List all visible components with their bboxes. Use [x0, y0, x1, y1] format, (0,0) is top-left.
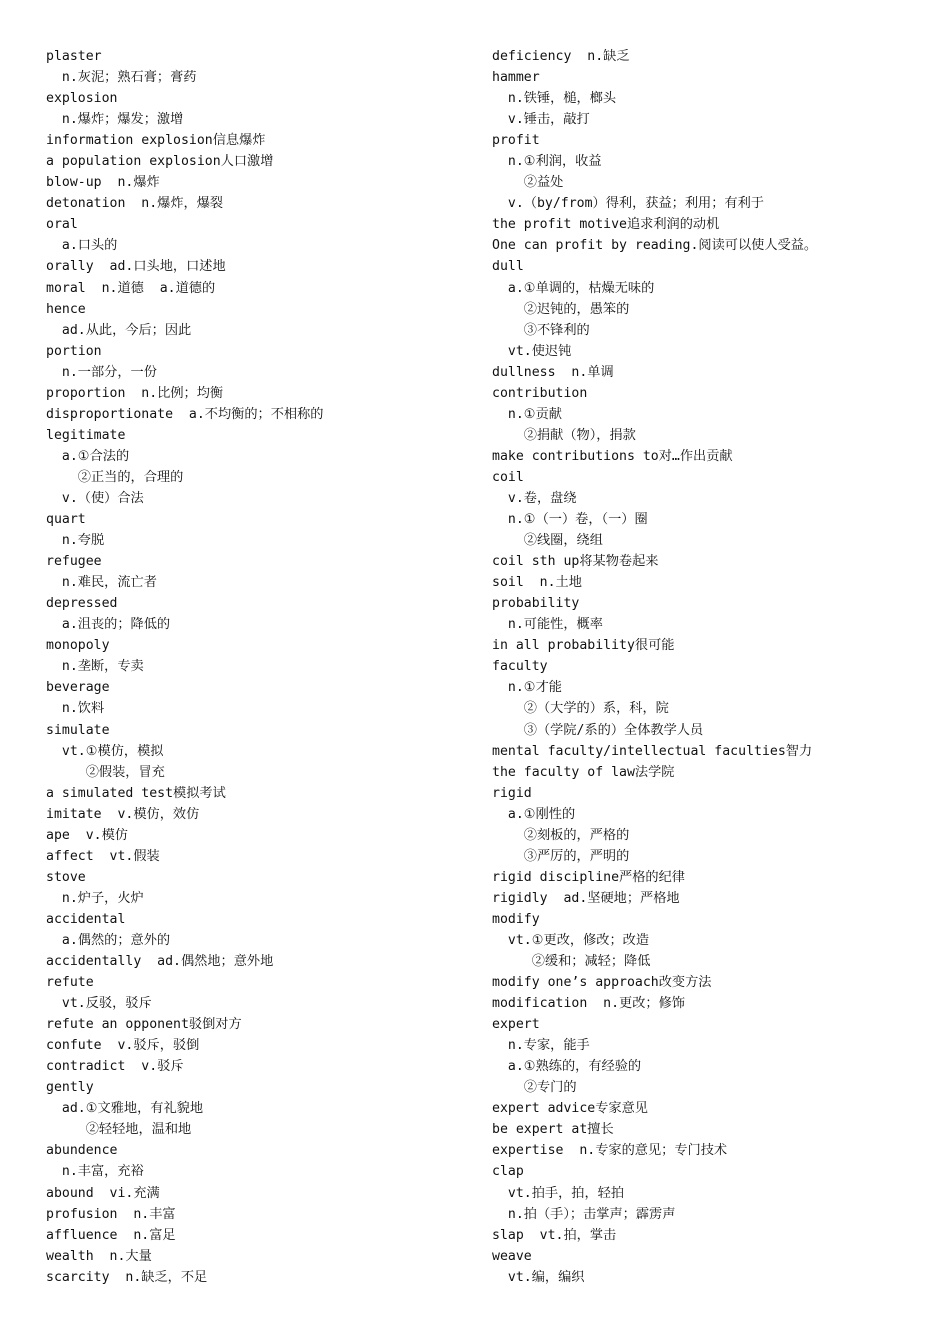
vocab-line: n.拍（手）；击掌声；霹雳声 [492, 1206, 676, 1222]
vocab-line: stove [46, 869, 86, 885]
vocab-line: legitimate [46, 427, 126, 443]
vocab-line: ②轻轻地，温和地 [46, 1122, 192, 1138]
vocab-line: accidentally ad.偶然地；意外地 [46, 954, 274, 970]
vocab-line: a.沮丧的；降低的 [46, 617, 171, 633]
vocab-line: profusion n.丰富 [46, 1206, 176, 1222]
vocab-line: n.①贡献 [492, 406, 562, 422]
vocab-line: dull [492, 259, 524, 275]
vocab-line: affect vt.假装 [46, 848, 160, 864]
vocab-line: n.①才能 [492, 680, 562, 696]
vocab-line: detonation n.爆炸，爆裂 [46, 196, 224, 212]
vocab-line: modify [492, 911, 540, 927]
vocab-line: dullness n.单调 [492, 364, 614, 380]
vocab-line: vt.使迟钝 [492, 343, 572, 359]
vocab-line: a.①合法的 [46, 448, 130, 464]
vocab-line: rigid discipline严格的纪律 [492, 869, 685, 885]
vocab-line: quart [46, 512, 86, 528]
vocab-line: n.丰富，充裕 [46, 1164, 144, 1180]
vocab-line: accidental [46, 911, 126, 927]
vocab-line: information explosion信息爆炸 [46, 133, 266, 149]
vocab-line: monopoly [46, 638, 110, 654]
vocab-line: wealth n.大量 [46, 1248, 152, 1264]
vocab-line: coil [492, 469, 524, 485]
vocab-line: ad.①文雅地，有礼貌地 [46, 1101, 204, 1117]
vocab-line: coil sth up将某物卷起来 [492, 554, 659, 570]
vocab-line: ③（学院/系的）全体教学人员 [492, 722, 704, 738]
vocab-line: ②假装，冒充 [46, 764, 165, 780]
vocab-line: a.①单调的，枯燥无味的 [492, 280, 655, 296]
vocab-line: proportion n.比例；均衡 [46, 385, 224, 401]
vocab-line: contradict v.驳斥 [46, 1059, 184, 1075]
vocab-line: simulate [46, 722, 110, 738]
vocab-line: ②正当的，合理的 [46, 469, 184, 485]
vocab-line: rigidly ad.坚硬地；严格地 [492, 890, 680, 906]
vocab-line: vt.①模仿，模拟 [46, 743, 164, 759]
vocab-line: modify one’s approach改变方法 [492, 975, 712, 991]
vocab-line: clap [492, 1164, 524, 1180]
vocab-line: refute [46, 975, 94, 991]
vocab-line: vt.拍手，拍，轻拍 [492, 1185, 625, 1201]
vocab-line: ad.从此，今后；因此 [46, 322, 192, 338]
vocab-line: portion [46, 343, 102, 359]
vocab-line: expertise n.专家的意见；专门技术 [492, 1143, 728, 1159]
vocab-line: a simulated test模拟考试 [46, 785, 226, 801]
vocab-line: n.专家，能手 [492, 1038, 590, 1054]
vocab-line: ③严厉的，严明的 [492, 848, 630, 864]
vocab-line: v.卷，盘绕 [492, 490, 577, 506]
left-column [46, 46, 466, 1288]
vocab-line: v.锤击，敲打 [492, 112, 590, 128]
vocab-line: a.①熟练的，有经验的 [492, 1059, 642, 1075]
vocab-line: a.偶然的；意外的 [46, 932, 171, 948]
vocab-line: a.①刚性的 [492, 806, 576, 822]
vocab-line: hence [46, 301, 86, 317]
vocab-line: depressed [46, 596, 118, 612]
vocab-line: slap vt.拍，掌击 [492, 1227, 617, 1243]
vocab-line: ②专门的 [492, 1080, 577, 1096]
vocab-line: v.（使）合法 [46, 490, 144, 506]
vocab-line: beverage [46, 680, 110, 696]
vocab-line: One can profit by reading.阅读可以使人受益。 [492, 238, 818, 254]
vocab-line: refugee [46, 554, 102, 570]
vocab-line: vt.①更改，修改；改造 [492, 932, 650, 948]
vocab-line: the faculty of law法学院 [492, 764, 675, 780]
vocab-line: be expert at擅长 [492, 1122, 614, 1138]
vocab-line: ②缓和；减轻；降低 [492, 954, 651, 970]
vocab-line: moral n.道德 a.道德的 [46, 280, 216, 296]
vocab-line: imitate v.模仿，效仿 [46, 806, 200, 822]
vocab-line: explosion [46, 91, 118, 107]
vocab-line: scarcity n.缺乏，不足 [46, 1269, 208, 1285]
right-column [492, 46, 932, 1288]
vocab-line: confute v.驳斥，驳倒 [46, 1038, 200, 1054]
vocab-line: weave [492, 1248, 532, 1264]
vocab-line: modification n.更改；修饰 [492, 996, 685, 1012]
vocab-line: hammer [492, 70, 540, 86]
vocab-line: n.垄断，专卖 [46, 659, 144, 675]
vocab-line: make contributions to对…作出贡献 [492, 448, 733, 464]
vocab-line: in all probability很可能 [492, 638, 675, 654]
vocab-line: n.灰泥；熟石膏；膏药 [46, 70, 197, 86]
vocab-line: n.炉子，火炉 [46, 890, 144, 906]
vocab-line: affluence n.富足 [46, 1227, 176, 1243]
vocab-line: probability [492, 596, 580, 612]
vocab-line: n.①（一）卷，（一）圈 [492, 512, 648, 528]
vocab-line: abound vi.充满 [46, 1185, 160, 1201]
vocab-line: contribution [492, 385, 588, 401]
vocab-line: vt.编，编织 [492, 1269, 585, 1285]
vocab-line: ②刻板的，严格的 [492, 827, 630, 843]
vocab-line: ③不锋利的 [492, 322, 590, 338]
vocab-line: soil n.土地 [492, 575, 582, 591]
vocab-line: ②线圈，绕组 [492, 533, 603, 549]
vocab-line: profit [492, 133, 540, 149]
vocab-line: ape v.模仿 [46, 827, 128, 843]
vocab-line: orally ad.口头地，口述地 [46, 259, 226, 275]
vocab-line: gently [46, 1080, 94, 1096]
vocab-line: mental faculty/intellectual faculties智力 [492, 743, 813, 759]
vocab-line: disproportionate a.不均衡的；不相称的 [46, 406, 324, 422]
vocab-line: vt.反驳，驳斥 [46, 996, 152, 1012]
vocab-line: n.可能性，概率 [492, 617, 603, 633]
vocab-line: n.饮料 [46, 701, 105, 717]
vocab-line: ②捐献（物），捐款 [492, 427, 636, 443]
vocab-line: refute an opponent驳倒对方 [46, 1017, 242, 1033]
vocab-line: ②（大学的）系，科，院 [492, 701, 669, 717]
vocab-line: v.（by/from）得利，获益；利用；有利于 [492, 196, 764, 212]
vocab-line: expert [492, 1017, 540, 1033]
vocab-line: ②益处 [492, 175, 564, 191]
vocab-line: a population explosion人口激增 [46, 154, 274, 170]
vocab-line: n.一部分，一份 [46, 364, 157, 380]
vocab-line: rigid [492, 785, 532, 801]
vocab-line: expert advice专家意见 [492, 1101, 648, 1117]
vocab-line: ②迟钝的，愚笨的 [492, 301, 630, 317]
vocab-line: the profit motive追求利润的动机 [492, 217, 720, 233]
vocab-line: n.难民，流亡者 [46, 575, 157, 591]
vocab-line: n.铁锤，槌，榔头 [492, 91, 617, 107]
vocab-line: blow-up n.爆炸 [46, 175, 160, 191]
vocab-line: n.①利润，收益 [492, 154, 602, 170]
vocab-line: n.爆炸；爆发；激增 [46, 112, 184, 128]
vocab-line: plaster [46, 49, 102, 64]
vocab-line: abundence [46, 1143, 118, 1159]
vocab-line: oral [46, 217, 78, 233]
vocab-line: n.夸脱 [46, 533, 105, 549]
vocab-line: faculty [492, 659, 548, 675]
vocab-line: deficiency n.缺乏 [492, 49, 630, 64]
vocab-line: a.口头的 [46, 238, 118, 254]
